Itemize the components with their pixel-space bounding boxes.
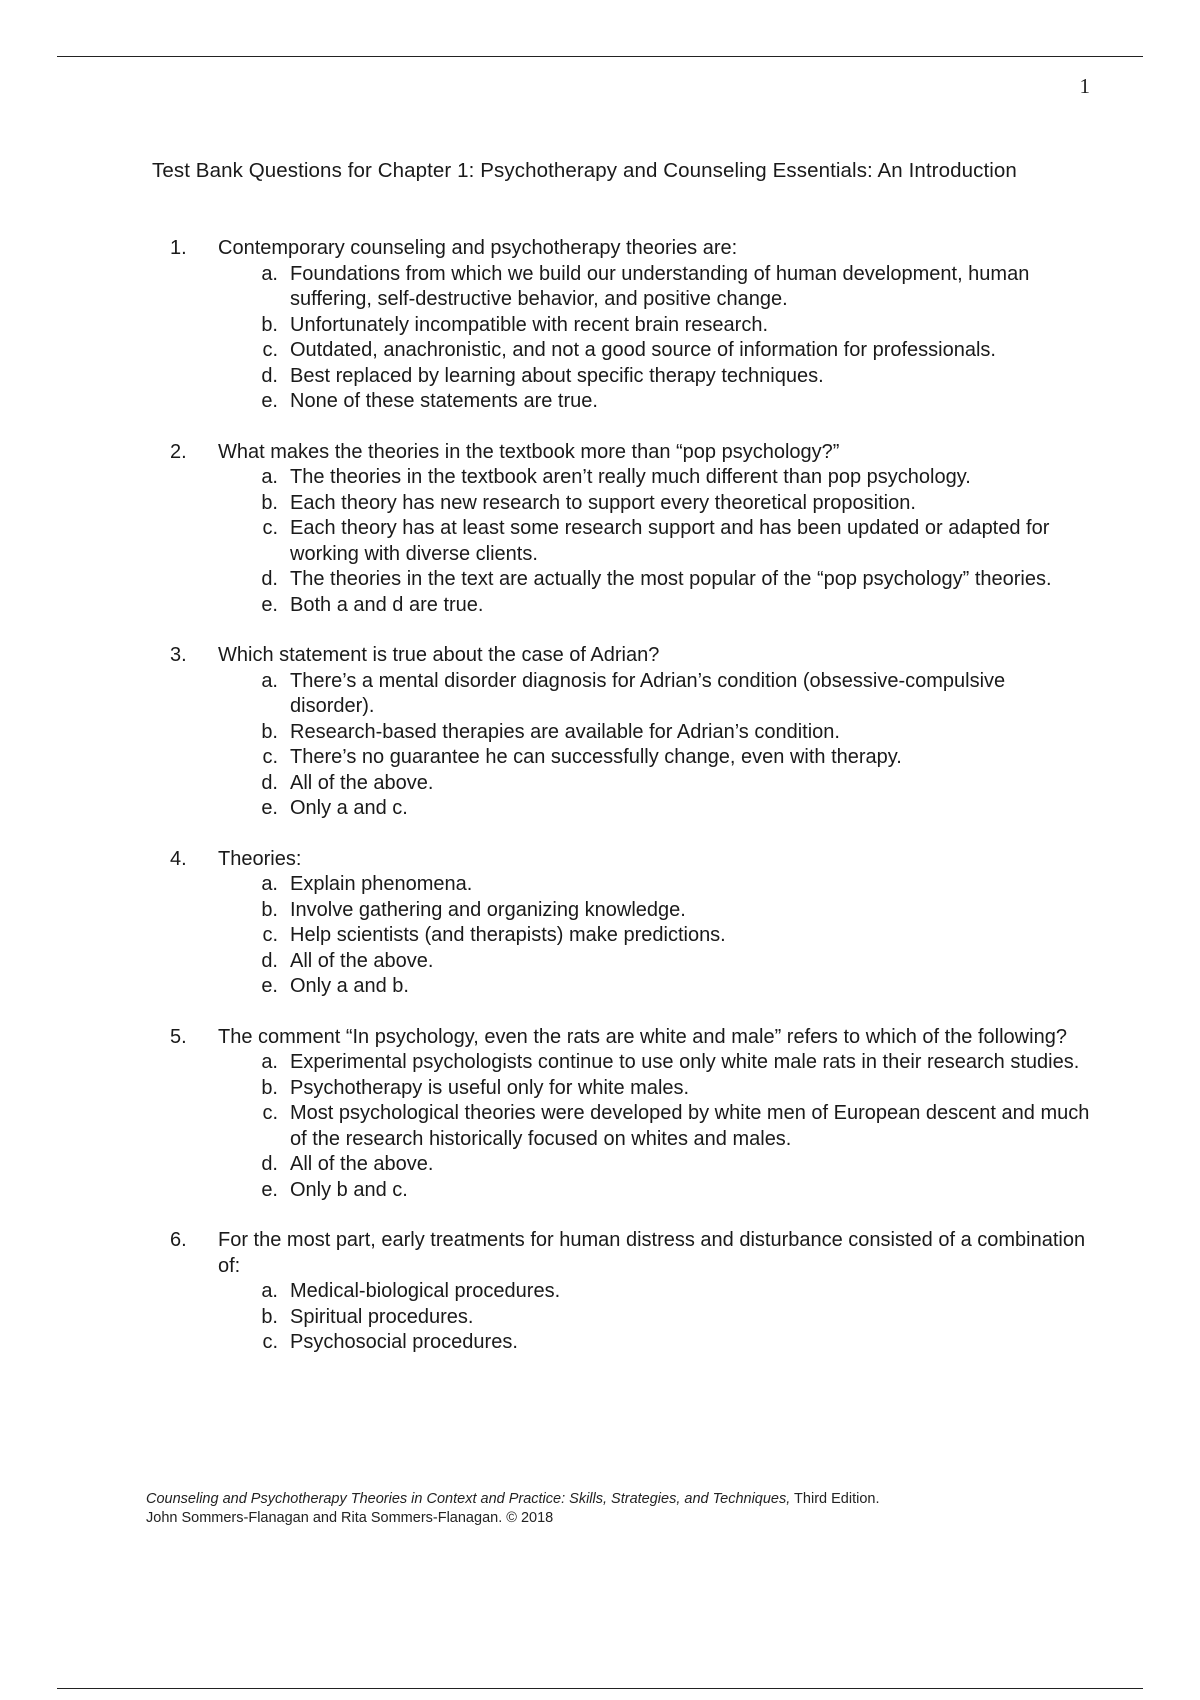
option-text: All of the above. (290, 1153, 434, 1175)
option-text: Both a and d are true. (290, 593, 484, 616)
answer-options (218, 872, 1090, 1000)
option-letter: c. (262, 746, 278, 768)
option-letter: d. (261, 1153, 278, 1175)
option-letter: a. (261, 1051, 278, 1073)
footer-book-title: Counseling and Psychotherapy Theories in Context and Practice: Skills, Strategies, and Techniques, (146, 1491, 791, 1507)
answer-options (218, 1050, 1090, 1203)
footer (146, 1490, 879, 1528)
option-text: Best replaced by learning about specific therapy techniques. (290, 364, 824, 387)
option-text: Only a and c. (290, 797, 408, 819)
question-number: 6. (170, 1229, 187, 1251)
page-number: 1 (1079, 74, 1090, 98)
option-text: Experimental psychologists continue to use only white male rats in their research studies. (290, 1051, 1080, 1073)
option-text: Most psychological theories were developed by white men of European descent and much of the research historically focused on whites and males. (290, 1102, 1090, 1150)
answer-option (218, 1279, 1090, 1305)
answer-option (218, 491, 1090, 517)
option-letter: c. (262, 924, 278, 946)
option-letter: b. (261, 1305, 278, 1328)
option-letter: d. (261, 771, 278, 794)
answer-options (218, 465, 1090, 618)
option-text: Foundations from which we build our understanding of human development, human suffering, self-destructive behavior, and positive change. (290, 262, 1030, 310)
option-text: Explain phenomena. (290, 873, 473, 895)
question-text: For the most part, early treatments for human distress and disturbance consisted of a combination of: (218, 1229, 1086, 1277)
answer-options (218, 669, 1090, 822)
answer-option (218, 898, 1090, 924)
question-item (170, 643, 1090, 822)
question-number: 1. (170, 237, 187, 259)
option-text: Psychosocial procedures. (290, 1331, 518, 1353)
answer-option (218, 567, 1090, 593)
option-text: All of the above. (290, 771, 434, 794)
answer-option (218, 338, 1090, 364)
answer-option (218, 669, 1090, 720)
option-letter: b. (261, 1076, 278, 1099)
option-text: Research-based therapies are available for Adrian’s condition. (290, 720, 840, 743)
answer-option (218, 1101, 1090, 1152)
option-text: Medical-biological procedures. (290, 1280, 561, 1302)
answer-option (218, 720, 1090, 746)
option-letter: c. (262, 517, 278, 539)
option-text: Unfortunately incompatible with recent brain research. (290, 313, 769, 336)
answer-option (218, 974, 1090, 1000)
footer-authors: John Sommers-Flanagan and Rita Sommers-Flanagan. © 2018 (146, 1510, 554, 1526)
answer-option (218, 465, 1090, 491)
answer-option (218, 1076, 1090, 1102)
option-text: Only a and b. (290, 975, 409, 997)
option-letter: e. (261, 975, 278, 997)
option-letter: d. (261, 568, 278, 590)
option-text: There’s a mental disorder diagnosis for Adrian’s condition (obsessive-compulsive disorder). (290, 669, 1006, 717)
question-number: 2. (170, 440, 187, 463)
option-letter: d. (261, 364, 278, 387)
question-number: 4. (170, 847, 187, 870)
option-text: Involve gathering and organizing knowledge. (290, 898, 686, 921)
option-letter: a. (261, 873, 278, 895)
answer-option (218, 364, 1090, 390)
answer-option (218, 389, 1090, 415)
question-text: Which statement is true about the case of Adrian? (218, 644, 660, 666)
answer-option (218, 1152, 1090, 1178)
option-letter: a. (261, 262, 278, 285)
answer-option (218, 516, 1090, 567)
answer-option (218, 1305, 1090, 1331)
answer-option (218, 1178, 1090, 1204)
option-text: Spiritual procedures. (290, 1305, 474, 1328)
page-title: Test Bank Questions for Chapter 1: Psychotherapy and Counseling Essentials: An Introduction (152, 159, 1017, 182)
answer-options (218, 1279, 1090, 1356)
answer-option (218, 771, 1090, 797)
option-text: There’s no guarantee he can successfully change, even with therapy. (290, 746, 902, 768)
option-text: Help scientists (and therapists) make predictions. (290, 924, 726, 946)
option-text: The theories in the textbook aren’t really much different than pop psychology. (290, 466, 971, 488)
question-list (170, 236, 1090, 1381)
option-letter: b. (261, 313, 278, 336)
option-letter: b. (261, 491, 278, 514)
option-letter: b. (261, 720, 278, 743)
option-text: Only b and c. (290, 1178, 408, 1201)
question-stem (170, 440, 1090, 466)
top-rule (57, 56, 1143, 57)
option-text: Outdated, anachronistic, and not a good source of information for professionals. (290, 339, 996, 361)
question-text: The comment “In psychology, even the rats are white and male” refers to which of the following? (218, 1025, 1067, 1048)
answer-option (218, 872, 1090, 898)
option-letter: c. (262, 1331, 278, 1353)
option-text: Each theory has at least some research support and has been updated or adapted for working with diverse clients. (290, 517, 1050, 565)
answer-option (218, 1050, 1090, 1076)
option-letter: c. (262, 1102, 278, 1124)
question-text: Theories: (218, 847, 302, 870)
question-text: Contemporary counseling and psychotherapy theories are: (218, 237, 738, 259)
question-stem (170, 1025, 1090, 1051)
option-letter: d. (261, 949, 278, 972)
question-number: 3. (170, 644, 187, 666)
option-letter: e. (261, 1178, 278, 1201)
question-item (170, 1025, 1090, 1204)
option-text: None of these statements are true. (290, 390, 598, 412)
option-letter: e. (261, 797, 278, 819)
answer-option (218, 313, 1090, 339)
option-letter: e. (261, 390, 278, 412)
option-text: The theories in the text are actually the most popular of the “pop psychology” theories. (290, 568, 1052, 590)
question-stem (170, 643, 1090, 669)
bottom-rule (57, 1688, 1143, 1689)
question-item (170, 1228, 1090, 1356)
question-item (170, 236, 1090, 415)
question-item (170, 440, 1090, 619)
answer-option (218, 949, 1090, 975)
answer-option (218, 262, 1090, 313)
footer-edition: Third Edition. (790, 1491, 880, 1507)
option-text: Each theory has new research to support every theoretical proposition. (290, 491, 916, 514)
question-stem (170, 236, 1090, 262)
option-text: Psychotherapy is useful only for white males. (290, 1076, 690, 1099)
option-letter: e. (261, 593, 278, 616)
question-stem (170, 847, 1090, 873)
question-stem (170, 1228, 1090, 1279)
footer-citation (146, 1490, 879, 1509)
option-letter: a. (261, 669, 278, 692)
option-text: All of the above. (290, 949, 434, 972)
option-letter: c. (262, 339, 278, 361)
question-number: 5. (170, 1025, 187, 1048)
question-item (170, 847, 1090, 1000)
answer-option (218, 593, 1090, 619)
answer-option (218, 1330, 1090, 1356)
answer-option (218, 796, 1090, 822)
option-letter: a. (261, 466, 278, 488)
answer-option (218, 923, 1090, 949)
answer-option (218, 745, 1090, 771)
question-text: What makes the theories in the textbook more than “pop psychology?” (218, 440, 840, 463)
option-letter: b. (261, 898, 278, 921)
option-letter: a. (261, 1280, 278, 1302)
answer-options (218, 262, 1090, 415)
